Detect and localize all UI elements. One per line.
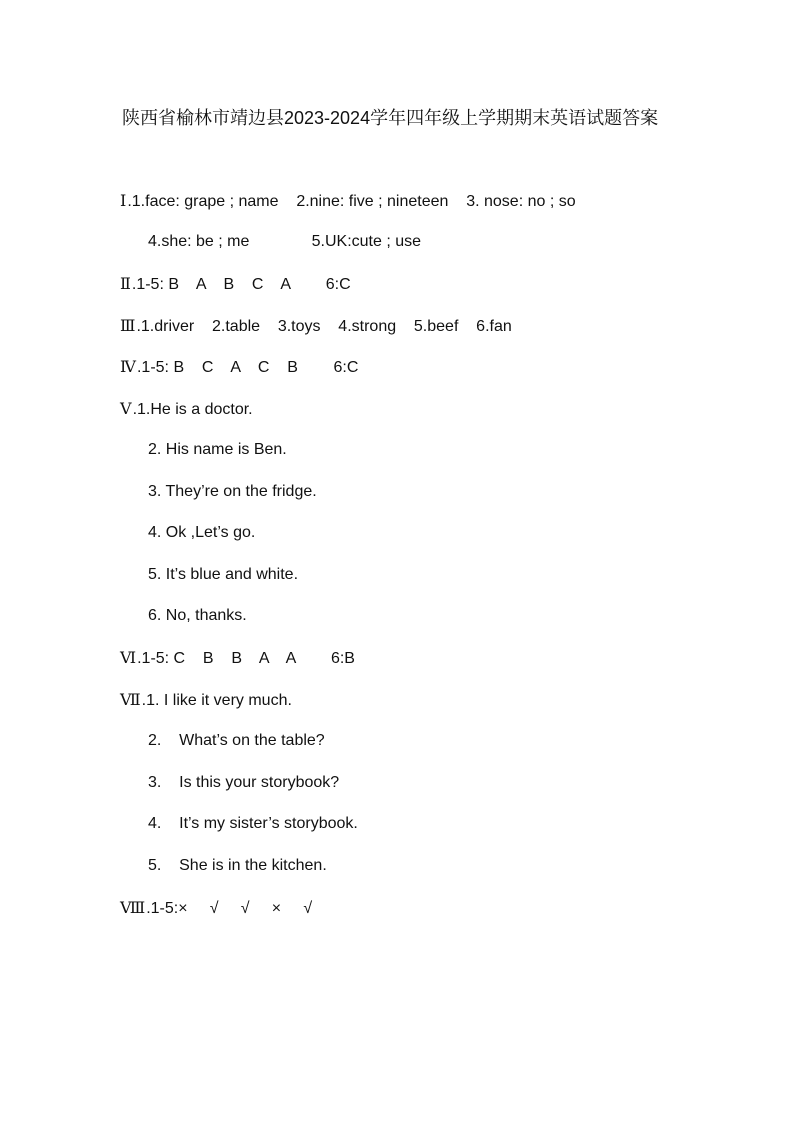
section-4-line (120, 356, 358, 379)
section-7-item: 4. It’s my sister’s storybook. (148, 815, 358, 832)
section-5-item: 5. It’s blue and white. (148, 566, 299, 583)
section-2-answers: .1-5: B A B C A 6:C (131, 276, 351, 293)
section-8-numeral: Ⅷ (120, 898, 146, 917)
section-5-item: 6. No, thanks. (148, 607, 247, 624)
section-5-item: 3. They’re on the fridge. (148, 483, 317, 500)
document-title: 陕西省榆林市靖边县2023-2024学年四年级上学期期末英语试题答案 (122, 108, 659, 128)
section-1-line-1 (120, 190, 576, 213)
section-6-line (120, 647, 355, 670)
section-6-answers: .1-5: C B B A A 6:B (137, 650, 355, 667)
section-5-numeral: Ⅴ (120, 399, 132, 418)
section-2-numeral: Ⅱ (120, 274, 131, 293)
section-6-numeral: Ⅵ (120, 648, 137, 667)
section-8-answers: .1-5:× √ √ × √ (146, 900, 313, 917)
section-2-line (120, 273, 351, 296)
section-5-item: 4. Ok ,Let’s go. (148, 524, 256, 541)
section-4-answers: .1-5: B C A C B 6:C (136, 359, 359, 376)
section-8-line (120, 897, 312, 920)
section-4-numeral: Ⅳ (120, 357, 136, 376)
section-1-answers: .1.face: grape ; name 2.nine: five ; nineteen 3. nose: no ; so (127, 193, 576, 210)
section-3-numeral: Ⅲ (120, 316, 136, 335)
section-7-item: 2. What’s on the table? (148, 732, 325, 749)
section-7-line-1 (120, 689, 292, 712)
section-3-line (120, 315, 512, 338)
section-5-first-answer: .1.He is a doctor. (132, 401, 253, 418)
section-3-answers: .1.driver 2.table 3.toys 4.strong 5.beef 6.fan (136, 318, 512, 335)
section-7-item: 3. Is this your storybook? (148, 774, 340, 791)
section-1-line-2: 4.she: be ; me 5.UK:cute ; use (148, 233, 422, 250)
section-1-numeral: Ⅰ (120, 191, 127, 210)
section-7-numeral: Ⅶ (120, 690, 141, 709)
section-5-line-1 (120, 398, 253, 421)
section-5-item: 2. His name is Ben. (148, 441, 287, 458)
section-7-item: 5. She is in the kitchen. (148, 857, 327, 874)
section-7-first-answer: .1. I like it very much. (141, 692, 292, 709)
